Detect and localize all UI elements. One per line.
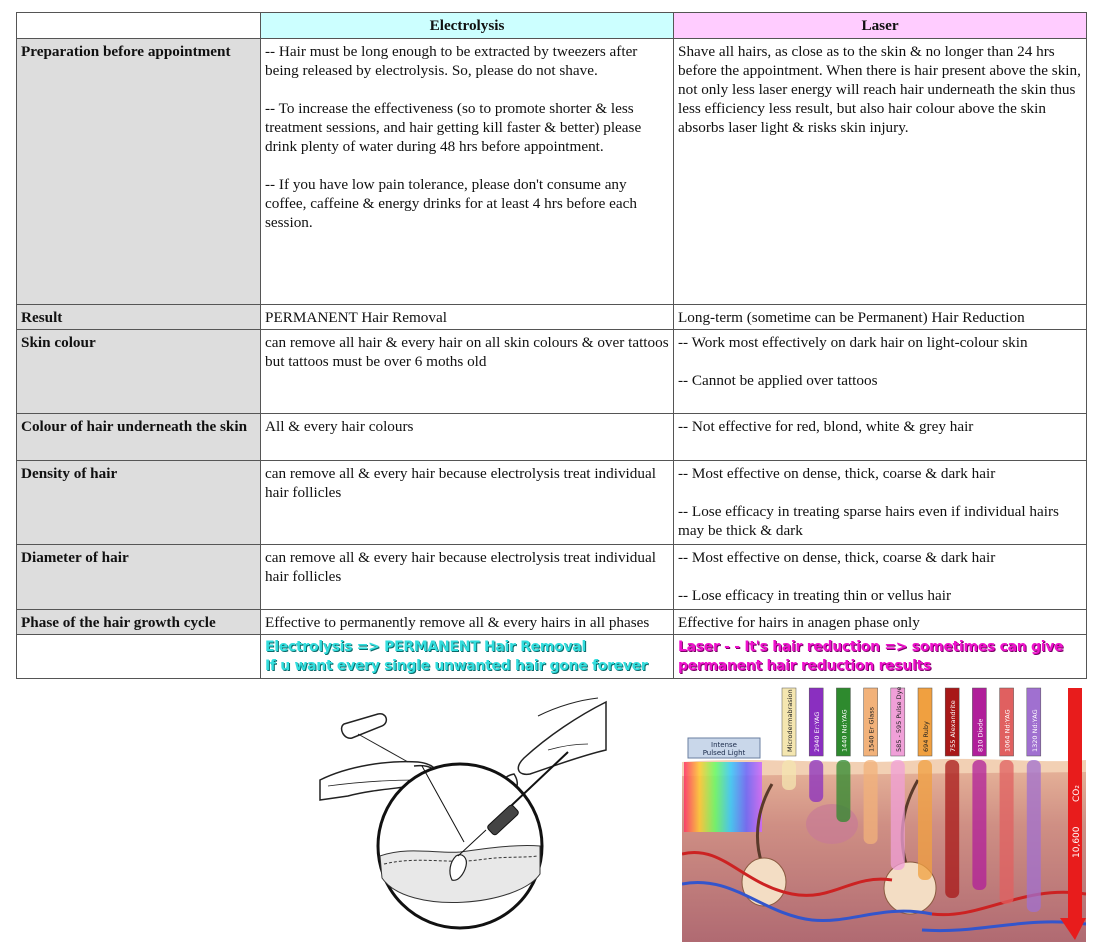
cell-text: -- Most effective on dense, thick, coarse & dark hair xyxy=(678,465,996,482)
row-label: Colour of hair underneath the skin xyxy=(17,414,261,461)
magnifier-circle xyxy=(378,764,542,928)
row-density xyxy=(17,461,1087,545)
wavelength-label: 585 - 595 Pulse Dye xyxy=(894,686,903,752)
laser-cell xyxy=(674,330,1087,414)
summary-text: If u want every single unwanted hair gone forever xyxy=(265,658,648,674)
header-blank xyxy=(17,13,261,39)
cell-text: -- Work most effectively on dark hair on light-colour skin xyxy=(678,334,1028,351)
electrolysis-cell xyxy=(261,610,674,635)
electrolysis-cell xyxy=(261,39,674,305)
laser-cell xyxy=(674,39,1087,305)
wavelength-beam xyxy=(809,760,823,802)
row-label: Density of hair xyxy=(17,461,261,545)
co2-label: CO₂ xyxy=(1072,785,1082,802)
cell-text: PERMANENT Hair Removal xyxy=(265,309,447,326)
cell-text: -- Lose efficacy in treating thin or vellus hair xyxy=(678,587,951,604)
wavelength-label: 1320 Nd:YAG xyxy=(1030,709,1039,752)
wavelength-label: 694 Ruby xyxy=(922,721,930,752)
cell-text: -- To increase the effectiveness (so to promote shorter & less treatment sessions, and hair getting kill faster & better) please drink plenty of water during 48 hrs before appointment. xyxy=(265,100,642,155)
wavelength-beam xyxy=(864,760,878,844)
wavelength-beam xyxy=(1000,760,1014,904)
cell-text: -- Most effective on dense, thick, coarse & dark hair xyxy=(678,549,996,566)
summary-text: permanent hair reduction results xyxy=(678,658,932,674)
summary-text: Laser - - It's hair reduction => sometimes can give xyxy=(678,639,1064,655)
cell-text: Effective for hairs in anagen phase only xyxy=(678,614,920,631)
row-label: Skin colour xyxy=(17,330,261,414)
wavelength-beam xyxy=(918,760,932,880)
wavelength-beam xyxy=(945,760,959,898)
cell-text: Effective to permanently remove all & every hairs in all phases xyxy=(265,614,650,631)
laser-cell xyxy=(674,610,1087,635)
laser-cell xyxy=(674,414,1087,461)
wavelength-label: 2940 Er:YAG xyxy=(813,711,822,752)
wavelength-label: 810 Diode xyxy=(976,718,985,752)
cell-text: -- Lose efficacy in treating sparse hairs even if individual hairs may be thick & dark xyxy=(678,503,1059,539)
comparison-table xyxy=(16,12,1087,679)
wavelength-label: 755 Alexandrite xyxy=(949,700,958,752)
cell-text: All & every hair colours xyxy=(265,418,414,435)
cell-text: can remove all & every hair because electrolysis treat individual hair follicles xyxy=(265,549,656,585)
header-electrolysis: Electrolysis xyxy=(261,13,674,39)
laser-summary xyxy=(674,635,1087,679)
electrolysis-illustration xyxy=(318,696,608,936)
wavelength-beam xyxy=(836,760,850,822)
electrolysis-cell xyxy=(261,330,674,414)
ipl-label: Pulsed Light xyxy=(702,749,746,757)
row-label: Diameter of hair xyxy=(17,545,261,610)
row-result xyxy=(17,305,1087,330)
row-growth-phase xyxy=(17,610,1087,635)
right-hand-drawing xyxy=(500,698,606,793)
wavelength-beam xyxy=(972,760,986,890)
row-hair-colour xyxy=(17,414,1087,461)
electrolysis-cell xyxy=(261,305,674,330)
ipl-label: Intense xyxy=(711,741,737,749)
laser-cell xyxy=(674,545,1087,610)
electrolysis-summary xyxy=(261,635,674,679)
electrolysis-cell xyxy=(261,414,674,461)
row-diameter xyxy=(17,545,1087,610)
electrolysis-cell xyxy=(261,545,674,610)
row-summary xyxy=(17,635,1087,679)
wavelength-beam xyxy=(891,760,905,870)
laser-wavelength-diagram xyxy=(682,684,1086,942)
cell-text: -- Not effective for red, blond, white & grey hair xyxy=(678,418,974,435)
cell-text: Long-term (sometime can be Permanent) Hair Reduction xyxy=(678,309,1025,326)
cell-text: -- Cannot be applied over tattoos xyxy=(678,372,878,389)
header-laser: Laser xyxy=(674,13,1087,39)
row-preparation xyxy=(17,39,1087,305)
wavelength-beam xyxy=(1027,760,1041,912)
wavelength-label: 1540 Er Glass xyxy=(867,706,876,752)
row-label: Phase of the hair growth cycle xyxy=(17,610,261,635)
row-label: Result xyxy=(17,305,261,330)
summary-text: Electrolysis => PERMANENT Hair Removal xyxy=(265,639,586,655)
cell-text: can remove all & every hair because electrolysis treat individual hair follicles xyxy=(265,465,656,501)
summary-blank xyxy=(17,635,261,679)
header-row xyxy=(17,13,1087,39)
wavelength-label: Microdermabrasion xyxy=(786,689,794,752)
cell-text: -- Hair must be long enough to be extracted by tweezers after being released by electrolysis. So, please do not shave. xyxy=(265,43,638,79)
co2-value-label: 10,600 xyxy=(1072,826,1082,858)
wavelength-label: 1440 Nd:YAG xyxy=(840,709,849,752)
row-skin-colour xyxy=(17,330,1087,414)
ipl-rainbow-band xyxy=(684,762,762,832)
cell-text: can remove all hair & every hair on all skin colours & over tattoos but tattoos must be over 6 moths old xyxy=(265,334,669,370)
wavelength-beam xyxy=(782,760,796,790)
laser-cell xyxy=(674,305,1087,330)
row-label: Preparation before appointment xyxy=(17,39,261,305)
laser-cell xyxy=(674,461,1087,545)
electrolysis-cell xyxy=(261,461,674,545)
cell-text: -- If you have low pain tolerance, please don't consume any coffee, caffeine & energy drinks for at least 4 hrs before each session. xyxy=(265,176,637,231)
cell-text: Shave all hairs, as close as to the skin & no longer than 24 hrs before the appointment. When there is hair present above the skin, not only less laser energy will reach hair underneath the skin thus less efficiency less result, but also hair colour above the skin absorbs laser light & risks skin injury. xyxy=(678,43,1081,136)
wavelength-label: 1064 Nd:YAG xyxy=(1003,709,1012,752)
